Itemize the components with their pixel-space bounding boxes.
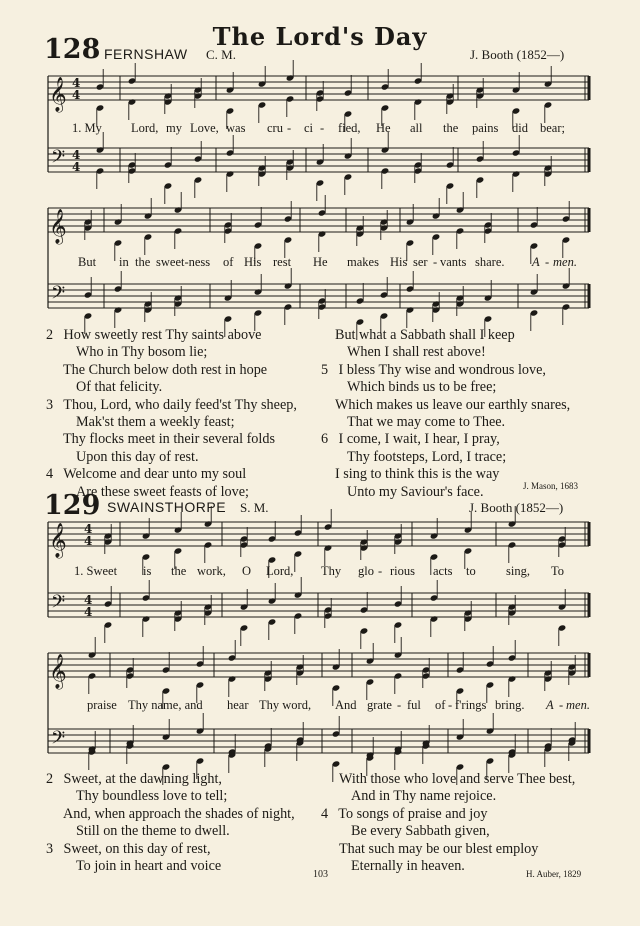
treble-clef: 𝄞 [49,209,67,244]
lyric-syllable: A [546,698,554,712]
verse [46,466,297,483]
lyric-syllable: the [171,564,187,578]
lyric-syllable: bear; [540,121,565,135]
lyric-syllable: ser [413,255,428,269]
treble-clef: 𝄞 [49,77,67,112]
hymn-number: 128 [44,34,101,65]
lyric-syllable: of [435,698,446,712]
lyric-syllable: His [244,255,262,269]
time-signature: 4 [72,148,81,162]
lyric-syllable: the [135,255,151,269]
tune-name: FERNSHAW [104,46,188,62]
verse-line: I sing to think this is the way [335,466,500,483]
verse-line: When I shall rest above! [347,344,486,361]
verse-line: Upon this day of rest. [76,448,199,465]
lyric-syllable: - [433,255,438,269]
lyric-syllable: was [226,121,246,135]
verse-line: Which binds us to be free; [347,379,497,396]
bass-clef: 𝄢 [51,283,66,308]
meter: S. M. [240,500,269,515]
verses-right-column [321,771,575,875]
lyric-syllable: But [78,255,97,269]
time-signature: 4 [84,593,93,607]
verse-line: Thou, Lord, who daily feed'st Thy sheep, [63,396,297,413]
tune-name: SWAINSTHORPE [107,499,227,515]
verse-number: 2 [46,771,54,787]
verse-line: To songs of praise and joy [338,805,488,822]
lyric-syllable: makes [347,255,379,269]
lyric-syllable: grate [367,698,392,712]
lyric-syllable: Thy [321,564,342,578]
lyric-syllable: praise [87,698,117,712]
verse-line: Sweet, on this day of rest, [63,840,211,857]
lyric-syllable: 1. Sweet [74,564,118,578]
lyric-syllable: cru [267,121,283,135]
lyric-syllable: glo [358,564,374,578]
lyric-syllable: - [287,121,292,135]
verse-line: Mak'st them a weekly feast; [76,414,235,431]
time-signature: 4 [72,88,81,102]
verse [321,806,575,823]
treble-clef: 𝄞 [49,654,67,689]
hymn-author: J. Mason, 1683 [523,481,579,491]
verse-line: Are these sweet feasts of love; [76,483,249,500]
verse-number: 3 [46,840,54,857]
verse-line: Unto my Saviour's face. [347,483,484,500]
hymn-number: 129 [44,490,101,521]
verses-left-column [46,771,295,875]
composer: J. Booth (1852—) [470,47,565,62]
verse [321,431,570,448]
lyric-syllable: vants [440,255,467,269]
lyric-syllable: the [443,121,459,135]
verse-number: 4 [46,466,54,483]
lyric-syllable: men. [566,698,590,712]
verse-number: 3 [46,396,54,413]
lyric-syllable: work, [197,564,226,578]
verse [321,362,570,379]
time-signature: 4 [84,522,93,536]
verse-line: The Church below doth rest in hope [63,361,268,378]
lyric-syllable: - [448,698,453,712]
lyric-syllable: His [390,255,408,269]
lyric-syllable: - [378,564,383,578]
lyric-syllable: men. [553,255,577,269]
lyric-syllable: Lord, [266,564,294,578]
verses-left-column [46,327,297,501]
verse-line: Who in Thy bosom lie; [76,344,208,361]
bass-clef: 𝄢 [51,592,66,617]
lyric-syllable: pains [472,121,499,135]
lyric-syllable: did [512,121,528,135]
lyric-syllable: - [545,255,550,269]
lyric-syllable: of [223,255,234,269]
lyric-syllable: acts [433,564,453,578]
lyric-syllable: - [559,698,564,712]
page-number: 103 [313,869,328,880]
verses-right-column [321,327,570,501]
verse-line: With those who love and serve Thee best, [339,771,576,787]
hymn-author: H. Auber, 1829 [526,869,582,879]
page-title: The Lord's Day [212,22,428,51]
lyric-syllable: ful [407,698,421,712]
lyric-syllable: sweet-ness [156,255,211,269]
verse-line: Eternally in heaven. [351,858,465,875]
verse-line: That such may be our blest employ [339,840,539,857]
lyric-syllable: fied, [338,121,361,135]
treble-clef: 𝄞 [49,523,67,558]
lyric-syllable: to [466,564,476,578]
lyric-syllable: f'rings [455,698,487,712]
verse-line: Thy boundless love to tell; [76,788,228,805]
verse-number: 5 [321,361,329,378]
verse-line: To join in heart and voice [76,858,222,875]
verse-number: 2 [46,327,54,343]
bass-clef: 𝄢 [51,728,66,753]
verse-line: But what a Sabbath shall I keep [335,327,515,343]
verse-line: And, when approach the shades of night, [63,805,295,822]
lyric-syllable: A [532,255,540,269]
lyric-syllable: And [335,698,357,712]
lyric-syllable: Love, [190,121,219,135]
lyric-syllable: - [397,698,402,712]
verse [46,397,297,414]
lyric-syllable: 1. My [72,121,102,135]
verse [46,771,295,788]
verse [46,841,295,858]
verse-line: Thy flocks meet in their several folds [63,431,275,448]
verse-line: Sweet, at the dawning light, [63,771,222,787]
lyric-syllable: hear [227,698,249,712]
lyric-syllable: He [313,255,328,269]
lyric-syllable: rest [273,255,292,269]
lyric-syllable: my [166,121,182,135]
verse [46,327,297,344]
time-signature: 4 [72,76,81,90]
time-signature: 4 [84,534,93,548]
verse-line: Thy footsteps, Lord, I trace; [347,448,507,465]
verse-line: Be every Sabbath given, [351,823,490,840]
lyric-syllable: Thy word, [259,698,312,712]
lyric-syllable: share. [475,255,505,269]
lyric-syllable: bring. [495,698,525,712]
verse-line: Welcome and dear unto my soul [63,466,247,483]
verse-line: That we may come to Thee. [347,414,506,431]
verse-line: How sweetly rest Thy saints above [63,327,262,343]
verse-line: Still on the theme to dwell. [76,823,230,840]
time-signature: 4 [72,160,81,174]
lyric-syllable: He [376,121,391,135]
bass-clef: 𝄢 [51,147,66,172]
verse-line: Which makes us leave our earthly snares, [335,396,571,413]
lyric-syllable: sing, [506,564,530,578]
verse-line: I come, I wait, I hear, I pray, [338,431,500,448]
verse-number: 6 [321,431,329,448]
lyric-syllable: - [320,121,325,135]
verse-line: Of that felicity. [76,379,163,396]
time-signature: 4 [84,605,93,619]
verse-line: And in Thy name rejoice. [351,788,497,805]
verse-number: 4 [321,805,329,822]
composer: J. Booth (1852—) [469,500,564,515]
lyric-syllable: ci [304,121,314,135]
meter: C. M. [206,47,236,62]
lyric-syllable: Lord, [131,121,159,135]
lyric-syllable: To [551,564,565,578]
lyric-syllable: rious [390,564,415,578]
lyric-syllable: O [242,564,252,578]
lyric-syllable: all [410,121,423,135]
lyric-syllable: is [143,564,152,578]
lyric-syllable: in [119,255,129,269]
lyric-syllable: Thy name, and [128,698,203,712]
verse-line: I bless Thy wise and wondrous love, [338,361,546,378]
